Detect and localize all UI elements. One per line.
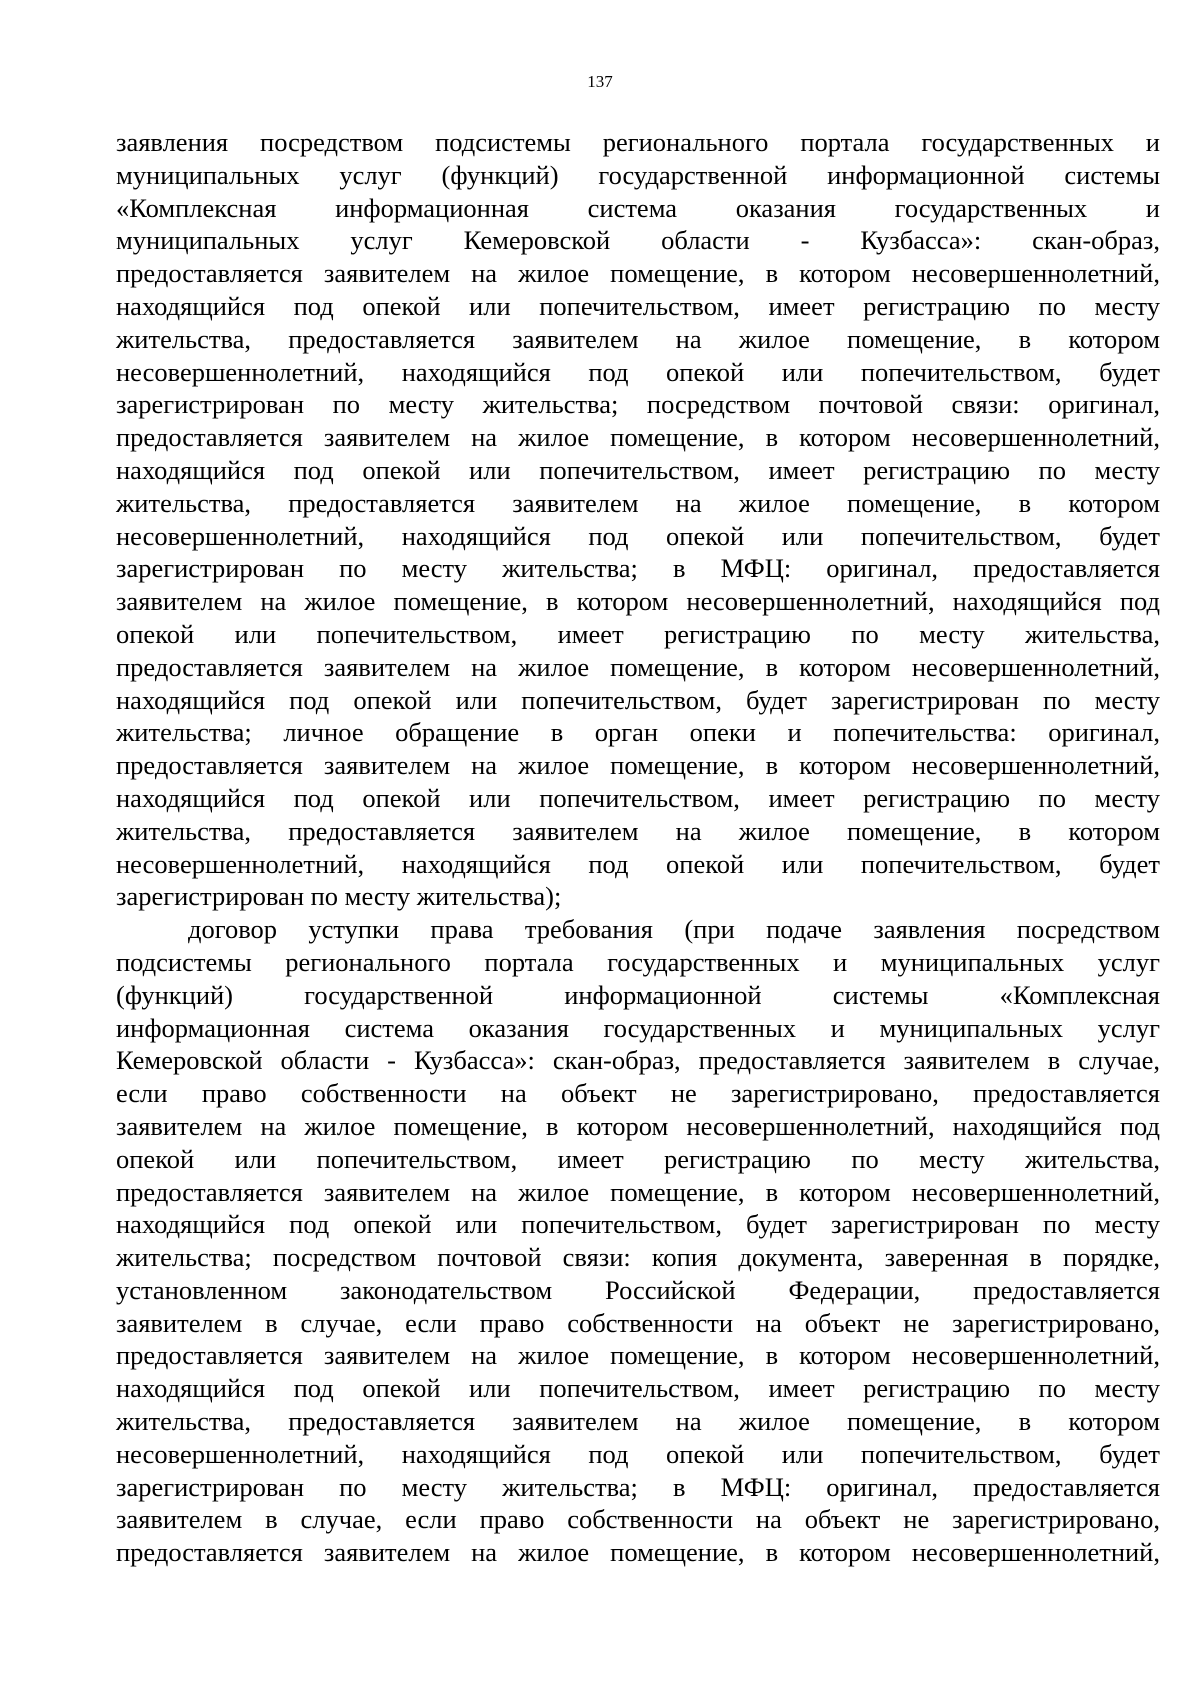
text-line: зарегистрирован по месту жительства; в МФЦ: оригинал, предоставляется <box>116 553 1160 584</box>
text-line: если право собственности на объект не зарегистрировано, предоставляется <box>116 1078 1160 1109</box>
text-line: заявления посредством подсистемы регионального портала государственных и <box>116 127 1160 157</box>
text-line: несовершеннолетний, находящийся под опекой или попечительством, будет <box>116 356 1160 387</box>
body-text <box>116 126 1160 1569</box>
text-line: предоставляется заявителем на жилое помещение, в котором несовершеннолетний, <box>116 1537 1160 1568</box>
text-line: зарегистрирован по месту жительства); <box>116 881 562 912</box>
paragraph <box>116 126 1160 913</box>
text-line: предоставляется заявителем на жилое помещение, в котором несовершеннолетний, <box>116 750 1160 781</box>
text-line: предоставляется заявителем на жилое помещение, в котором несовершеннолетний, <box>116 651 1160 682</box>
text-line: заявителем на жилое помещение, в котором несовершеннолетний, находящийся под <box>116 586 1160 617</box>
text-line: Кемеровской области - Кузбасса»: скан-образ, предоставляется заявителем в случае, <box>116 1045 1160 1076</box>
text-line: предоставляется заявителем на жилое помещение, в котором несовершеннолетний, <box>116 422 1160 453</box>
text-line: договор уступки права требования (при подаче заявления посредством <box>188 914 1160 945</box>
text-line: муниципальных услуг (функций) государственной информационной системы <box>116 159 1160 190</box>
text-line: предоставляется заявителем на жилое помещение, в котором несовершеннолетний, <box>116 258 1160 289</box>
text-line: находящийся под опекой или попечительством, имеет регистрацию по месту <box>116 290 1160 321</box>
text-line: жительства; личное обращение в орган опеки и попечительства: оригинал, <box>116 717 1160 748</box>
paragraph <box>116 913 1160 1569</box>
text-line: подсистемы регионального портала государственных и муниципальных услуг <box>116 946 1160 977</box>
text-line: находящийся под опекой или попечительством, будет зарегистрирован по месту <box>116 684 1160 715</box>
text-line: информационная система оказания государственных и муниципальных услуг <box>116 1012 1160 1043</box>
text-line: находящийся под опекой или попечительством, будет зарегистрирован по месту <box>116 1209 1160 1240</box>
text-line: предоставляется заявителем на жилое помещение, в котором несовершеннолетний, <box>116 1340 1160 1371</box>
text-line: жительства, предоставляется заявителем на жилое помещение, в котором <box>116 487 1160 518</box>
text-line: предоставляется заявителем на жилое помещение, в котором несовершеннолетний, <box>116 1176 1160 1207</box>
text-line: заявителем в случае, если право собственности на объект не зарегистрировано, <box>116 1307 1160 1338</box>
text-line: несовершеннолетний, находящийся под опекой или попечительством, будет <box>116 848 1160 879</box>
page-number: 137 <box>587 72 613 91</box>
text-line: заявителем в случае, если право собственности на объект не зарегистрировано, <box>116 1504 1160 1535</box>
text-line: опекой или попечительством, имеет регистрацию по месту жительства, <box>116 618 1160 649</box>
text-line: жительства; посредством почтовой связи: копия документа, заверенная в порядке, <box>116 1242 1160 1273</box>
text-line: несовершеннолетний, находящийся под опекой или попечительством, будет <box>116 520 1160 551</box>
text-line: жительства, предоставляется заявителем на жилое помещение, в котором <box>116 815 1160 846</box>
text-line: жительства, предоставляется заявителем на жилое помещение, в котором <box>116 1406 1160 1437</box>
text-line: опекой или попечительством, имеет регистрацию по месту жительства, <box>116 1143 1160 1174</box>
text-line: установленном законодательством Российской Федерации, предоставляется <box>116 1274 1160 1305</box>
text-line: находящийся под опекой или попечительством, имеет регистрацию по месту <box>116 782 1160 813</box>
text-line: заявителем на жилое помещение, в котором несовершеннолетний, находящийся под <box>116 1110 1160 1141</box>
text-line: зарегистрирован по месту жительства; посредством почтовой связи: оригинал, <box>116 389 1160 420</box>
text-line: находящийся под опекой или попечительством, имеет регистрацию по месту <box>116 1373 1160 1404</box>
text-line: жительства, предоставляется заявителем на жилое помещение, в котором <box>116 323 1160 354</box>
text-line: «Комплексная информационная система оказания государственных и <box>116 192 1160 223</box>
text-line: муниципальных услуг Кемеровской области - Кузбасса»: скан-образ, <box>116 225 1160 256</box>
text-line: (функций) государственной информационной системы «Комплексная <box>116 979 1160 1010</box>
text-line: зарегистрирован по месту жительства; в МФЦ: оригинал, предоставляется <box>116 1471 1160 1502</box>
text-line: находящийся под опекой или попечительством, имеет регистрацию по месту <box>116 454 1160 485</box>
text-line: несовершеннолетний, находящийся под опекой или попечительством, будет <box>116 1438 1160 1469</box>
